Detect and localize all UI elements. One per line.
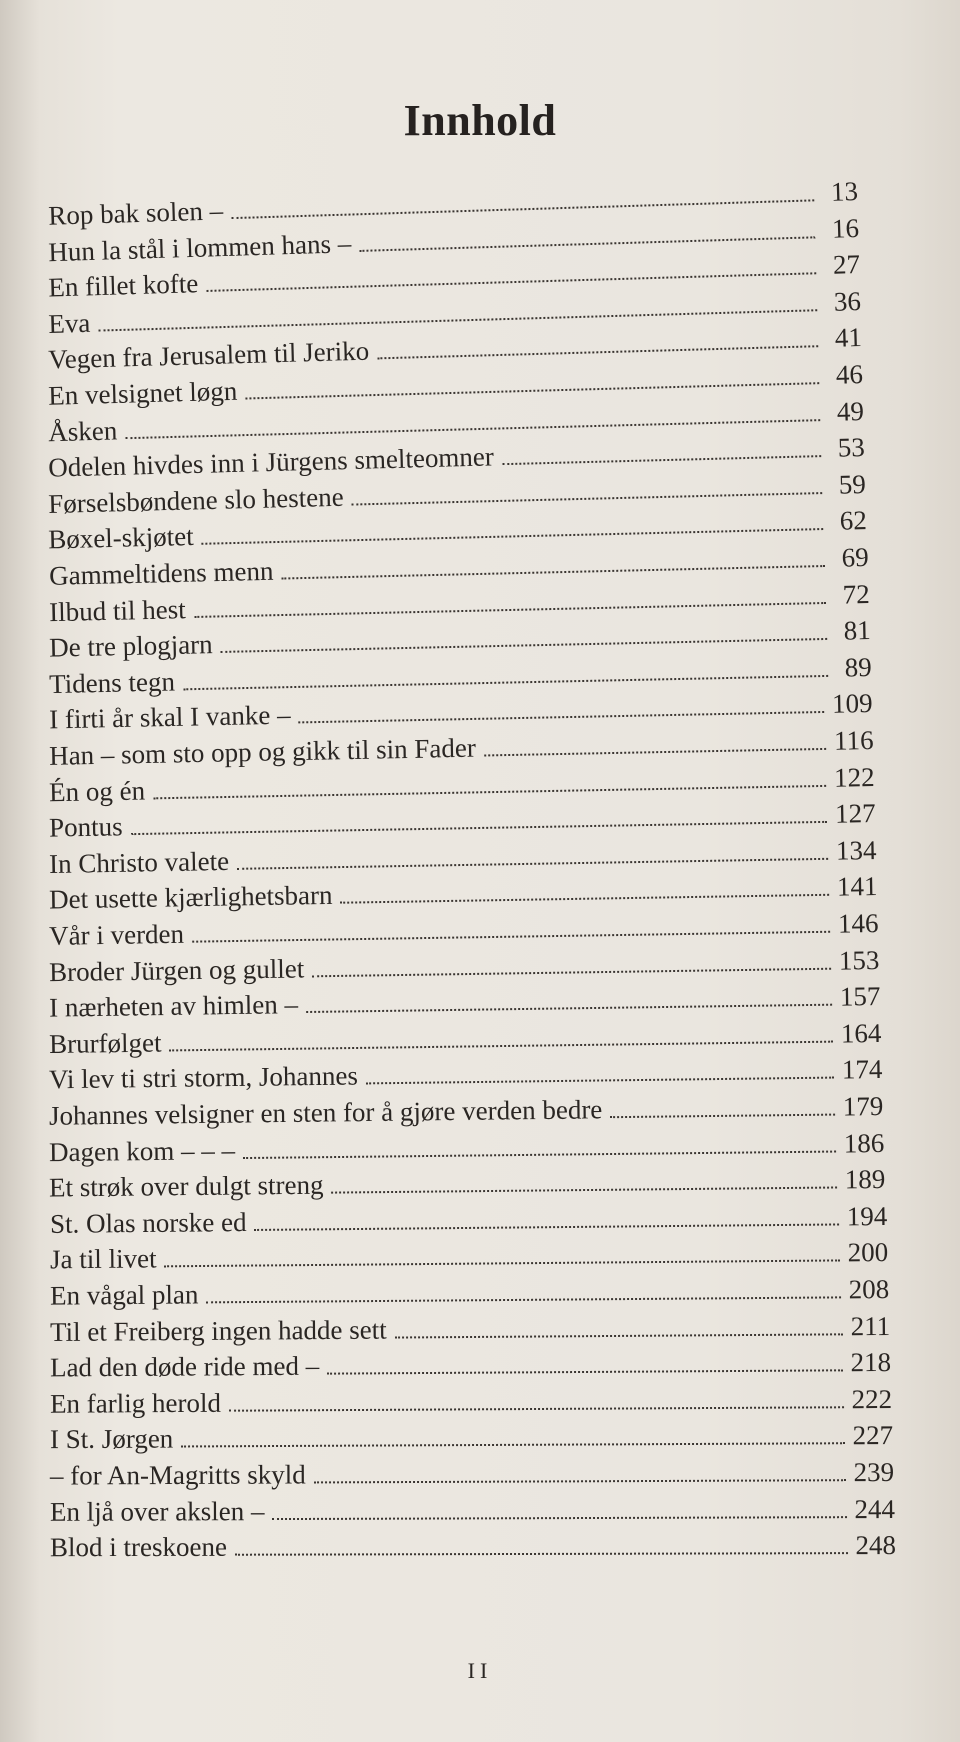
toc-entry-title: En ljå over akslen –: [49, 1495, 265, 1527]
toc-entry-title: Et strøk over dulgt streng: [49, 1169, 325, 1203]
dot-leader: [206, 1296, 840, 1303]
toc-entry-title: Han – som sto opp og gikk til sin Fader: [48, 732, 476, 771]
toc-entry: [49, 1162, 886, 1204]
toc-entry-page: 239: [853, 1457, 895, 1488]
dot-leader: [164, 1260, 839, 1268]
toc-entry-title: – for An-Magritts skyld: [49, 1459, 306, 1491]
toc-entry: [50, 1455, 894, 1493]
toc-entry-title: Eva: [48, 307, 91, 339]
dot-leader: [341, 894, 830, 904]
toc-entry-title: I firti år skal I vanke –: [48, 699, 291, 735]
toc-entry: [50, 1345, 891, 1384]
toc-entry: [50, 1272, 889, 1313]
dot-leader: [254, 1223, 838, 1231]
toc-entry-page: 186: [844, 1127, 885, 1159]
toc-entry-title: Bøxel-skjøtet: [48, 521, 195, 555]
toc-entry-page: 69: [840, 542, 869, 573]
toc-entry-title: En fillet kofte: [47, 268, 199, 303]
toc-entry-title: Ja til livet: [49, 1243, 157, 1275]
toc-entry-page: 211: [850, 1310, 890, 1341]
dot-leader: [314, 1479, 846, 1483]
toc-entry-page: 164: [840, 1017, 882, 1049]
toc-entry-title: De tre plogjarn: [48, 629, 213, 663]
toc-entry-page: 227: [852, 1420, 893, 1451]
toc-entry-title: Broder Jürgen og gullet: [48, 953, 305, 987]
toc-entry-title: Vegen fra Jerusalem til Jeriko: [48, 335, 370, 375]
toc-entry-title: In Christo valete: [48, 845, 230, 879]
toc-entry-page: 189: [845, 1164, 886, 1195]
dot-leader: [153, 784, 826, 798]
toc-entry-title: Åsken: [48, 415, 118, 447]
toc-entry: [49, 1235, 887, 1276]
toc-entry-page: 89: [844, 651, 872, 683]
toc-entry-title: Johannes velsigner en sten for å gjøre verden bedre: [49, 1094, 603, 1131]
toc-entry-page: 122: [833, 761, 875, 793]
toc-entry-page: 208: [848, 1274, 889, 1305]
toc-entry-page: 16: [831, 212, 860, 244]
toc-entry-page: 179: [842, 1091, 884, 1122]
toc-entry-page: 134: [835, 834, 877, 866]
dot-leader: [332, 1187, 837, 1194]
dot-leader: [237, 858, 828, 870]
toc-entry-title: I St. Jørgen: [49, 1423, 174, 1455]
dot-leader: [484, 748, 826, 757]
toc-entry-page: 244: [854, 1493, 896, 1524]
toc-entry-page: 27: [832, 249, 861, 280]
dot-leader: [131, 821, 827, 835]
toc-entry: [49, 1199, 887, 1241]
toc-entry-title: Vår i verden: [48, 918, 185, 951]
toc-entry-page: 81: [842, 615, 871, 646]
toc-entry-title: Dagen kom – – –: [49, 1134, 236, 1167]
toc-entry-page: 46: [835, 359, 864, 390]
dot-leader: [170, 1040, 833, 1051]
toc-entry-page: 174: [841, 1054, 883, 1085]
toc-entry-page: 109: [831, 688, 873, 720]
dot-leader: [306, 1004, 832, 1013]
toc-entry-page: 59: [838, 468, 867, 500]
dot-leader: [181, 1443, 844, 1448]
toc-entry-page: 116: [833, 725, 874, 756]
toc-entry-page: 141: [836, 871, 878, 903]
dot-leader: [229, 1406, 844, 1411]
dot-leader: [502, 455, 821, 465]
toc-entry-page: 72: [841, 578, 870, 610]
toc-entry-title: Gammeltidens menn: [48, 555, 274, 591]
toc-entry-title: Førselsbøndene slo hestene: [48, 481, 345, 519]
toc-entry-title: Til et Freiberg ingen hadde sett: [49, 1314, 387, 1347]
toc-entry-title: En farlig herold: [49, 1387, 221, 1419]
toc-entry-title: Pontus: [48, 811, 123, 843]
dot-leader: [220, 638, 826, 653]
toc-entry-title: I nærheten av himlen –: [49, 989, 299, 1023]
toc-entry-title: Det usette kjærlighetsbarn: [48, 880, 333, 915]
toc-entry-page: 200: [847, 1237, 888, 1268]
toc-entry-page: 53: [837, 432, 866, 463]
dot-leader: [377, 346, 818, 360]
toc-entry-title: Tidens tegn: [48, 666, 175, 699]
toc-entry-page: 146: [837, 908, 879, 939]
toc-entry-page: 218: [850, 1347, 891, 1378]
toc-entry: [50, 1418, 893, 1456]
toc-entry-page: 127: [834, 798, 876, 829]
toc-entry-page: 49: [836, 395, 865, 427]
toc-entry-title: St. Olas norske ed: [49, 1206, 247, 1239]
toc-entry: [50, 1309, 890, 1349]
toc-entry-title: Blod i treskoene: [49, 1531, 228, 1563]
toc-entry-page: 248: [855, 1530, 897, 1561]
toc-entry-title: Hun la stål i lommen hans –: [47, 227, 352, 267]
toc-entry-page: 153: [838, 944, 880, 976]
dot-leader: [235, 1552, 848, 1556]
dot-leader: [394, 1333, 842, 1338]
toc-entry-page: 62: [839, 505, 868, 537]
dot-leader: [272, 1516, 846, 1520]
toc-entry-title: En vågal plan: [49, 1279, 199, 1311]
toc-entry-title: Rop bak solen –: [47, 195, 224, 231]
toc-entry-title: Lad den døde ride med –: [49, 1350, 319, 1383]
dot-leader: [359, 236, 815, 252]
dot-leader: [281, 565, 824, 580]
toc-entry-page: 157: [839, 981, 881, 1012]
toc-entry: [50, 1528, 896, 1564]
dot-leader: [327, 1370, 842, 1375]
dot-leader: [183, 675, 828, 690]
toc-entry-page: 36: [833, 285, 862, 317]
dot-leader: [366, 1077, 834, 1085]
toc-entry-title: Brurfølget: [49, 1027, 162, 1059]
dot-leader: [352, 492, 822, 505]
toc-entry-title: En velsignet løgn: [48, 375, 238, 411]
dot-leader: [192, 931, 830, 943]
toc-entry: [50, 1492, 895, 1529]
dot-leader: [313, 967, 832, 977]
toc-entry-title: Én og én: [48, 775, 146, 807]
page-title: Innhold: [403, 96, 557, 146]
toc-entry-title: Ilbud til hest: [48, 593, 186, 627]
toc-entry-title: Vi lev ti stri storm, Johannes: [49, 1060, 359, 1095]
toc-entry: [49, 1089, 884, 1133]
toc-entry-page: 194: [846, 1200, 887, 1232]
toc-entry-page: 13: [830, 176, 859, 207]
toc-entry-title: Odelen hivdes inn i Jürgens smelteomner: [48, 441, 495, 483]
toc-entry-page: 222: [851, 1383, 892, 1415]
toc-entry: [50, 1382, 892, 1421]
page-number: II: [467, 1658, 493, 1683]
dot-leader: [243, 1150, 836, 1159]
toc-entry-page: 41: [834, 322, 863, 354]
dot-leader: [611, 1114, 836, 1119]
dot-leader: [298, 711, 824, 723]
